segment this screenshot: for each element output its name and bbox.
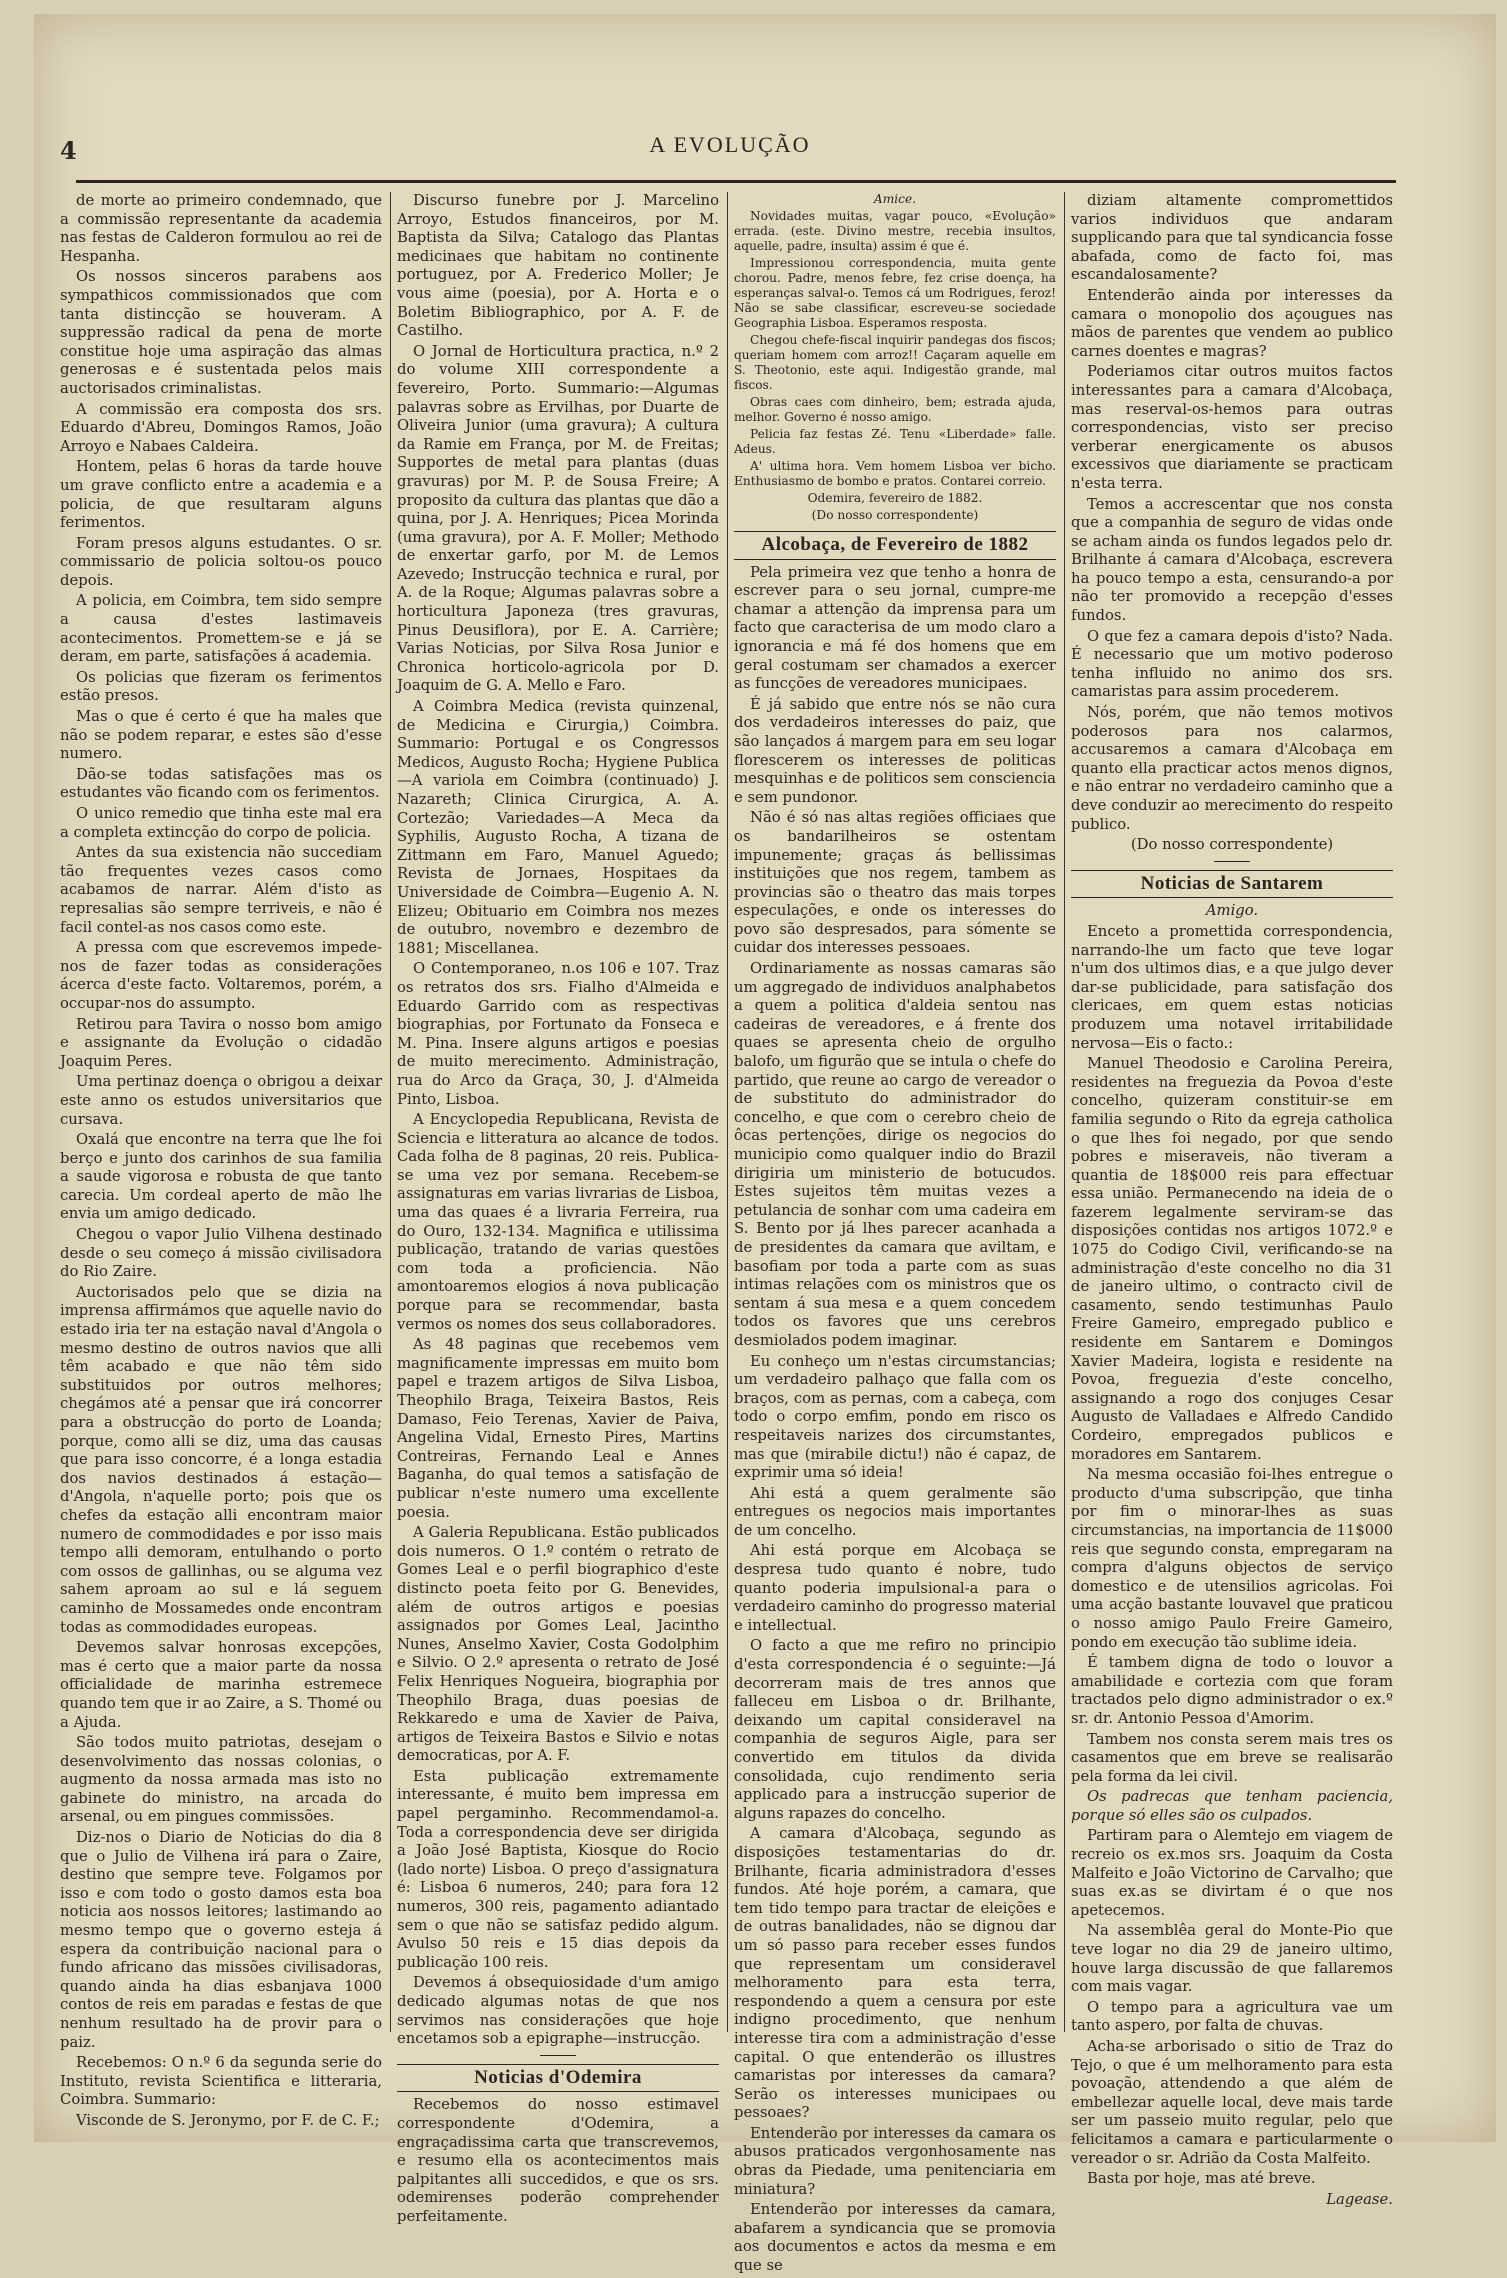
column-3 (734, 192, 1056, 2278)
paragraph: Eu conheço um n'estas circumstancias; um verdadeiro palhaço que falla com os braços, com as pernas, com a cabeça, com todo o corpo emfim, pondo em risco os respeitaveis narizes dos circumstantes, mas que (mirabile dictu!) não é capaz, de exprimir uma só ideia! (734, 1352, 1056, 1482)
paragraph: Entenderão por interesses da camara, abafarem a syndicancia que se promovia aos documentos e actos da mesma e em que se (734, 2201, 1056, 2275)
page-header (60, 130, 1400, 166)
paragraph: Basta por hoje, mas até breve. (1087, 2170, 1316, 2188)
newspaper-title: A EVOLUÇÃO (649, 132, 811, 157)
paragraph: Visconde de S. Jeronymo, por F. de C. F.; (76, 2111, 380, 2129)
paragraph: (Do nosso correspondente) (1130, 836, 1334, 854)
paragraph: Discurso funebre por J. Marcelino Arroyo, Estudos financeiros, por M. Baptista da Silva; Catalogo das Plantas medicinaes que habitam no continente portuguez, por A. Frederico Moller; Je vous aime (poesia), por A. Horta e o Boletim Bibliographico, por A. F. de Castilho. (397, 192, 719, 340)
paragraph: Uma pertinaz doença o obrigou a deixar este anno os estudos universitarios que cursava. (60, 1073, 382, 1128)
paragraph: Odemira, fevereiro de 1882. (807, 491, 983, 505)
paragraph: A policia, em Coimbra, tem sido sempre a causa d'estes lastimaveis acontecimentos. Promettem-se e já se deram, em parte, satisfações á academia. (60, 592, 382, 666)
paragraph: Não é só nas altas regiões officiaes que os bandarilheiros se ostentam impunemente; graças ás bellissimas instituições que nos regem, tambem as provincias são o theatro das mais torpes especulações, e onde os interesses do povo são despresados, para sómente se cuidar dos interesses pessoaes. (734, 809, 1056, 957)
paragraph: Oxalá que encontre na terra que lhe foi berço e junto dos carinhos de sua familia a saude vigorosa e robusta de que tanto carecia. Um cordeal aperto de mão lhe envia um amigo dedicado. (60, 1131, 382, 1223)
paragraph: Amice. (873, 192, 917, 206)
paragraph: O que fez a camara depois d'isto? Nada. É necessario que um motivo poderoso tenha influido no animo dos srs. camaristas para assim procederem. (1071, 627, 1393, 701)
paragraph: Foram presos alguns estudantes. O sr. commissario de policia soltou-os pouco depois. (60, 534, 382, 589)
paragraph: Esta publicação extremamente interessante, é muito bem impressa em papel pergaminho. Recommendamol-a. Toda a correspondencia deve ser dirigida a João José Baptista, Kiosque do Rocio (lado norte) Lisboa. O preço d'assignatura é: Lisboa 6 numeros, 240; para fora 12 numeros, 300 reis, pagamento adiantado sem o que não se satisfaz pedido algum. Avulso 50 reis e 15 dias depois da publicação 100 reis. (397, 1767, 719, 1971)
paragraph: Poderiamos citar outros muitos factos interessantes para a camara d'Alcobaça, mas reserval-os-hemos para outras correspondencias, visto ser preciso verberar energicamente os abusos excessivos que diariamente se practicam n'esta terra. (1071, 363, 1393, 492)
paragraph: Chegou chefe-fiscal inquirir pandegas dos fiscos; queriam homem com arroz!! Caçaram aquelle em S. Theotonio, este aqui. Indigestão grande, mal fiscos. (734, 333, 1056, 392)
paragraph: Pelicia faz festas Zé. Tenu «Liberdade» falle. Adeus. (734, 427, 1056, 456)
paragraph: A pressa com que escrevemos impede-nos de fazer todas as considerações ácerca d'este facto. Voltaremos, porém, a occupar-nos do assumpto. (60, 939, 382, 1012)
paragraph: Diz-nos o Diario de Noticias do dia 8 que o Julio de Vilhena irá para o Zaire, destino que sempre teve. Folgamos por isso e com todo o gosto damos esta boa noticia aos nossos leitores; lastimando ao mesmo tempo que o governo esteja á espera da contribuição nacional para o fundo africano das missões civilisadoras, quando ainda ha dias esbanjava 1000 contos de reis em paradas e festas de que nenhum resultado ha de provir para o paiz. (60, 1829, 382, 2051)
paragraph: Pela primeira vez que tenho a honra de escrever para o seu jornal, cumpre-me chamar a attenção da imprensa para um facto que caracterisa de um modo claro a ignorancia e má fé dos homens que em geral costumam ser chamados a exercer as funcções de vereadores municipaes. (734, 563, 1056, 693)
heading-odemira: Noticias d'Odemira (397, 2064, 719, 2093)
paragraph: Devemos á obsequiosidade d'um amigo dedicado algumas notas de que nos servimos nas considerações que hoje encetamos sob a epigraphe—instrucção. (397, 1974, 719, 2048)
column-divider (390, 192, 391, 2032)
paragraph: Manuel Theodosio e Carolina Pereira, residentes na freguezia da Povoa d'este concelho, quizeram constituir-se em familia segundo o Rito da egreja catholica o que lhes foi negado, por que sendo pobres e miseraveis, não tiveram a quantia de 18$000 reis para effectuar essa união. Permanecendo na ideia de o fazerem legalmente serviram-se das disposições contidas nos artigos 1072.º e 1075 do Codigo Civil, verificando-se na administração d'este concelho no dia 31 de janeiro ultimo, o contracto civil de casamento, sendo testimunhas Paulo Freire Gameiro, empregado publico e residente em Santarem e Domingos Xavier Madeira, logista e residente na Povoa, freguezia d'este concelho, assignando a rogo dos conjuges Cesar Augusto de Valladaes e Alfredo Candido Cordeiro, empregados publicos e moradores em Santarem. (1071, 1055, 1393, 1463)
paragraph: Impressionou correspondencia, muita gente chorou. Padre, menos febre, fez crise doença, ha esperanças salval-o. Temos cá um Rodrigues, feroz! Não se sabe classificar, escreveu-se sociedade Geographia Lisboa. Esperamos resposta. (734, 256, 1056, 330)
paragraph: O Contemporaneo, n.os 106 e 107. Traz os retratos dos srs. Fialho d'Almeida e Eduardo Garrido com as respectivas biographias, por Fortunato da Fonseca e M. Pina. Insere alguns artigos e poesias de muito merecimento. Administração, rua do Arco da Graça, 30, J. d'Almeida Pinto, Lisboa. (397, 960, 719, 1108)
paragraph: São todos muito patriotas, desejam o desenvolvimento das nossas colonias, o augmento da nossa armada mas isto no gabinete do ministro, na arcada do arsenal, ou em pingues commissões. (60, 1734, 382, 1826)
page-number: 4 (60, 136, 77, 165)
paragraph: diziam altamente compromettidos varios individuos que andaram supplicando para que tal syndicancia fosse abafada, como de facto foi, mas escandalosamente? (1071, 192, 1394, 284)
paragraph: Enceto a promettida correspondencia, narrando-lhe um facto que teve logar n'um dos ultimos dias, e a que julgo dever dar-se publicidade, para satisfação dos clericaes, em quem estas noticias produzem uma notavel irritabilidade nervosa—Eis o facto.: (1071, 922, 1393, 1052)
paragraph: Recebemos: O n.º 6 da segunda serie do Instituto, revista Scientifica e litteraria, Coimbra. Summario: (60, 2054, 382, 2109)
paragraph: A Coimbra Medica (revista quinzenal, de Medicina e Cirurgia,) Coimbra. Summario: Portugal e os Congressos Medicos, Augusto Rocha; Hygiene Publica—A variola em Coimbra (continuado) J. Nazareth; Clinica Cirurgica, A. A. Cortezão; Variedades—A Meca da Syphilis, Augusto Rocha, A tizana de Zittmann em Faro, Manuel Aguedo; Revista de Jornaes, Hospitaes da Universidade de Coimbra—Eugenio A. N. Elizeu; Obituario em Coimbra nos mezes de outubro, novembro e dezembro de 1881; Miscellanea. (397, 698, 719, 957)
paragraph: O facto a que me refiro no principio d'esta correspondencia é o seguinte:—Já decorreram mais de tres annos que falleceu em Lisboa o dr. Brilhante, deixando um capital consideravel na companhia de seguros Aigle, para ser convertido em titulos da divida consolidada, cujo rendimento seria applicado para a instrucção superior de alguns rapazes do concelho. (734, 1637, 1056, 1822)
paragraph: Obras caes com dinheiro, bem; estrada ajuda, melhor. Governo é nosso amigo. (734, 395, 1056, 424)
paragraph: Recebemos do nosso estimavel correspondente d'Odemira, a engraçadissima carta que transcrevemos, e resumo ella os acontecimentos mais palpitantes alli succedidos, e que os srs. odemirenses poderão comprehender perfeitamente. (397, 2096, 719, 2225)
paragraph: A Encyclopedia Republicana, Revista de Sciencia e litteratura ao alcance de todos. Cada folha de 8 paginas, 20 reis. Publica-se uma vez por semana. Recebem-se assignaturas em varias livrarias de Lisboa, uma das quaes é a livraria Ferreira, rua do Ouro, 132-134. Magnifica e utilissima publicação, tratando de varias questões com toda a proficiencia. Não amontoaremos elogios á nova publicação porque para se recommendar, basta vermos os nomes dos seus collaboradores. (397, 1111, 719, 1333)
paragraph: Lagease. (1326, 2190, 1393, 2208)
paragraph: Na assemblêa geral do Monte-Pio que teve logar no dia 29 de janeiro ultimo, houve larga discussão de que fallaremos com mais vagar. (1071, 1922, 1393, 1996)
paragraph: Ordinariamente as nossas camaras são um aggregado de individuos analphabetos a quem a politica d'aldeia sentou nas cadeiras de vereadores, e á frente dos quaes se apresenta cheio de orgulho balofo, um figurão que se intula o chefe do partido, que reune ao cargo de vereador o de substituto do administrador do concelho, e que com o cerebro cheio de ôcas pertenções, dirige os negocios do municipio como qualquer indio do Brazil dirigiria um ministerio de botucudos. Estes sujeitos têm muitas vezes a petulancia de sonhar com uma cadeira em S. Bento por já lhes parecer acanhada a de presidentes da camara que aviltam, e basofiam por toda a parte com as suas intimas relações com os ministros que os sentam á sua mesa e a quem concedem todos os favores que uns cerebros desmiolados podem imaginar. (734, 960, 1056, 1349)
paragraph: É já sabido que entre nós se não cura dos verdadeiros interesses do paiz, que são lançados á margem para em seu logar florescerem os interesses de politicas mesquinhas e de politicos sem consciencia e sem pundonor. (734, 695, 1056, 806)
paragraph: Hontem, pelas 6 horas da tarde houve um grave conflicto entre a academia e a policia, de que resultaram alguns ferimentos. (60, 458, 382, 532)
column-divider (727, 192, 728, 2032)
column-4 (1071, 192, 1393, 2211)
separator (540, 2055, 576, 2056)
paragraph: Ahi está a quem geralmente são entregues os negocios mais importantes de um concelho. (734, 1484, 1056, 1539)
paragraph: Antes da sua existencia não succediam tão frequentes vezes casos como acabamos de narrar. Além d'isto as represalias são sempre terriveis, e não é facil contel-as nos casos como este. (60, 844, 382, 936)
paragraph: Entenderão por interesses da camara os abusos praticados vergonhosamente nas obras da Piedade, uma penitenciaria em miniatura? (734, 2124, 1056, 2198)
header-rule (76, 180, 1396, 183)
paragraph: Chegou o vapor Julio Vilhena destinado desde o seu começo á missão civilisadora do Rio Zaire. (60, 1226, 382, 1281)
paragraph: Ahi está porque em Alcobaça se despresa tudo quanto é nobre, tudo quanto poderia impulsional-a para o verdadeiro caminho do progresso material e intellectual. (734, 1542, 1056, 1634)
paragraph: É tambem digna de todo o louvor a amabilidade e cortezia com que foram tractados pelo digno administrador o ex.º sr. dr. Antonio Pessoa d'Amorim. (1071, 1654, 1393, 1727)
paragraph: Devemos salvar honrosas excepções, mas é certo que a maior parte da nossa officialidade de marinha estremece quando tem que ir ao Zaire, a S. Thomé ou a Ajuda. (60, 1639, 382, 1731)
paragraph: A' ultima hora. Vem homem Lisboa ver bicho. Enthusiasmo de bombo e pratos. Contarei correio. (734, 459, 1056, 488)
paragraph: (Do nosso correspondente) (811, 508, 979, 522)
paragraph: Os nossos sinceros parabens aos sympathicos commissionados que com tanta distincção se houveram. A suppressão radical da pena de morte constitue hoje uma aspiração das almas generosas e é sustentada pelos mais auctorisados criminalistas. (60, 268, 382, 397)
paragraph: A Galeria Republicana. Estão publicados dois numeros. O 1.º contém o retrato de Gomes Leal e o perfil biographico d'este distincto poeta feito por G. Benevides, além de outros artigos e poesias assignados por Gomes Leal, Jacintho Nunes, Anselmo Xavier, Costa Godolphim e Silvio. O 2.º apresenta o retrato de José Felix Henriques Nogueira, biographia por Theophilo Braga, duas poesias de Rekkaredo e uma de Xavier de Paiva, artigos de Teixeira Bastos e Silvio e notas democraticas, por A. F. (397, 1524, 719, 1765)
heading-santarem: Noticias de Santarem (1071, 870, 1393, 899)
columns (60, 192, 1400, 2275)
paragraph: Novidades muitas, vagar pouco, «Evolução» errada. (este. Divino mestre, recebia insultos, aquelle, padre, insulta) assim é que é. (734, 209, 1056, 253)
paragraph: A commissão era composta dos srs. Eduardo d'Abreu, Domingos Ramos, João Arroyo e Nabaes Caldeira. (60, 400, 382, 455)
heading-alcobaca: Alcobaça, de Fevereiro de 1882 (734, 531, 1056, 560)
paragraph: Acha-se arborisado o sitio de Traz do Tejo, o que é um melhoramento para esta povoação, attendendo a que além de embellezar aquelle local, deve mais tarde ser um passeio muito regular, pelo que felicitamos a camara e particularmente o vereador o sr. Adrião da Costa Malfeito. (1071, 2038, 1393, 2167)
paragraph: Auctorisados pelo que se dizia na imprensa affirmámos que aquelle navio do estado iria ter na estação naval d'Angola o mesmo destino de outros navios que alli têm acabado e que não têm sido substituidos por outros melhores; chegámos até a pensar que irá concorrer para a obstrucção do porto de Loanda; porque, como alli se diz, uma das causas que para isso concorre, é a longa estadia dos navios destinados á estação—d'Angola, n'aquelle porto; pois que os chefes da estação alli encontram maior numero de commodidades e por isso mais tempo alli demoram, entulhando o porto com ossos de gallinhas, ou se alguma vez sahem aproam ao sul e lá seguem caminho de Mossamedes onde encontram todas as commodidades europeas. (60, 1283, 382, 1636)
salutation: Amigo. (1205, 902, 1259, 920)
paragraph: O unico remedio que tinha este mal era a completa extincção do corpo de policia. (60, 805, 382, 841)
paragraph: Dão-se todas satisfações mas os estudantes vão ficando com os ferimentos. (60, 765, 382, 802)
paragraph: Partiram para o Alemtejo em viagem de recreio os ex.mos srs. Joaquim da Costa Malfeito e João Victorino de Carvalho; que suas ex.as se divirtam é o que nos apetecemos. (1071, 1827, 1393, 1919)
paragraph: A camara d'Alcobaça, segundo as disposições testamentarias do dr. Brilhante, ficaria administradora d'esses fundos. Até hoje porém, a camara, que tem tido tempo para tractar de eleições e de outras banalidades, não se dignou dar um só passo para receber esses fundos que representam um consideravel melhoramento para esta terra, respondendo a quem a censura por este indigno procedimento, que nenhum interesse tira com a administração d'esse capital. O que entenderão os illustres camaristas por interesses da camara? Serão os interesses municipaes ou pessoaes? (734, 1825, 1056, 2122)
paragraph: Tambem nos consta serem mais tres os casamentos que em breve se realisarão pela forma da lei civil. (1071, 1730, 1393, 1785)
column-2 (397, 192, 719, 2229)
paragraph: O Jornal de Horticultura practica, n.º 2 do volume XIII correspondente a fevereiro, Porto. Summario:—Algumas palavras sobre as Ervilhas, por Duarte de Oliveira Junior (uma gravura); A cultura da Ramie em França, por M. de Freitas; Supportes de metal para plantas (duas gravuras) por M. P. de Sousa Freire; A proposito da cultura das plantas que dão a quina, por J. A. Henriques; Picea Morinda (uma gravura), por A. F. Moller; Methodo de enxertar garfo, por M. de Lemos Azevedo; Instrucção technica e rural, por A. de la Roque; Algumas palavras sobre a horticultura Japoneza (tres gravuras, Pinus Deusiflora), por E. A. Carrière; Varias Noticias, por Silva Rosa Junior e Chronica horticolo-agricola por D. Joaquim de G. A. Mello e Faro. (397, 342, 719, 695)
paragraph: O tempo para a agricultura vae um tanto aspero, por falta de chuvas. (1071, 1998, 1393, 2035)
paragraph: Entenderão ainda por interesses da camara o monopolio dos açougues nas mãos de parentes que vendem ao publico carnes doentes e magras? (1071, 286, 1393, 360)
paragraph: Temos a accrescentar que nos consta que a companhia de seguro de vidas onde se acham ainda os fundos legados pelo dr. Brilhante á camara d'Alcobaça, escrevera ha pouco tempo a esta, censurando-a por não ter promovido a recepção d'esses fundos. (1071, 495, 1393, 625)
paragraph: Nós, porém, que não temos motivos poderosos para nos calarmos, accusaremos a camara d'Alcobaça em quanto ella practicar actos menos dignos, e não entrar no verdadeiro caminho que a deve conduzir ao merecimento do respeito publico. (1071, 704, 1393, 833)
paragraph: Retirou para Tavira o nosso bom amigo e assignante da Evolução o cidadão Joaquim Peres. (60, 1015, 382, 1070)
separator (1214, 861, 1250, 862)
paragraph: Na mesma occasião foi-lhes entregue o producto d'uma subscripção, que tinha por fim o minorar-lhes as suas circumstancias, na importancia de 11$000 reis que segundo consta, empregaram na compra d'alguns objectos de serviço domestico e de utensilios agricolas. Foi uma acção bastante louvavel que praticou o nosso amigo Paulo Freire Gameiro, pondo em execução tão sublime ideia. (1071, 1466, 1393, 1651)
paragraph: de morte ao primeiro condemnado, que a commissão representante da academia nas festas de Calderon formulou ao rei de Hespanha. (60, 192, 382, 265)
paragraph: Os policias que fizeram os ferimentos estão presos. (60, 668, 382, 705)
column-divider (1064, 192, 1065, 2032)
paragraph: Mas o que é certo é que ha males que não se podem reparar, e estes são d'esse numero. (60, 708, 382, 763)
paragraph: Os padrecas que tenham paciencia, porque só elles são os culpados. (1071, 1788, 1393, 1824)
column-1 (60, 192, 382, 2133)
paragraph: As 48 paginas que recebemos vem magnificamente impressas em muito bom papel e trazem artigos de Silva Lisboa, Theophilo Braga, Teixeira Bastos, Reis Damaso, Feio Terenas, Xavier de Paiva, Angelina Vidal, Ernesto Pires, Martins Contreiras, Fernando Leal e Annes Baganha, do qual temos a satisfação de publicar n'este numero uma excellente poesia. (397, 1336, 719, 1521)
